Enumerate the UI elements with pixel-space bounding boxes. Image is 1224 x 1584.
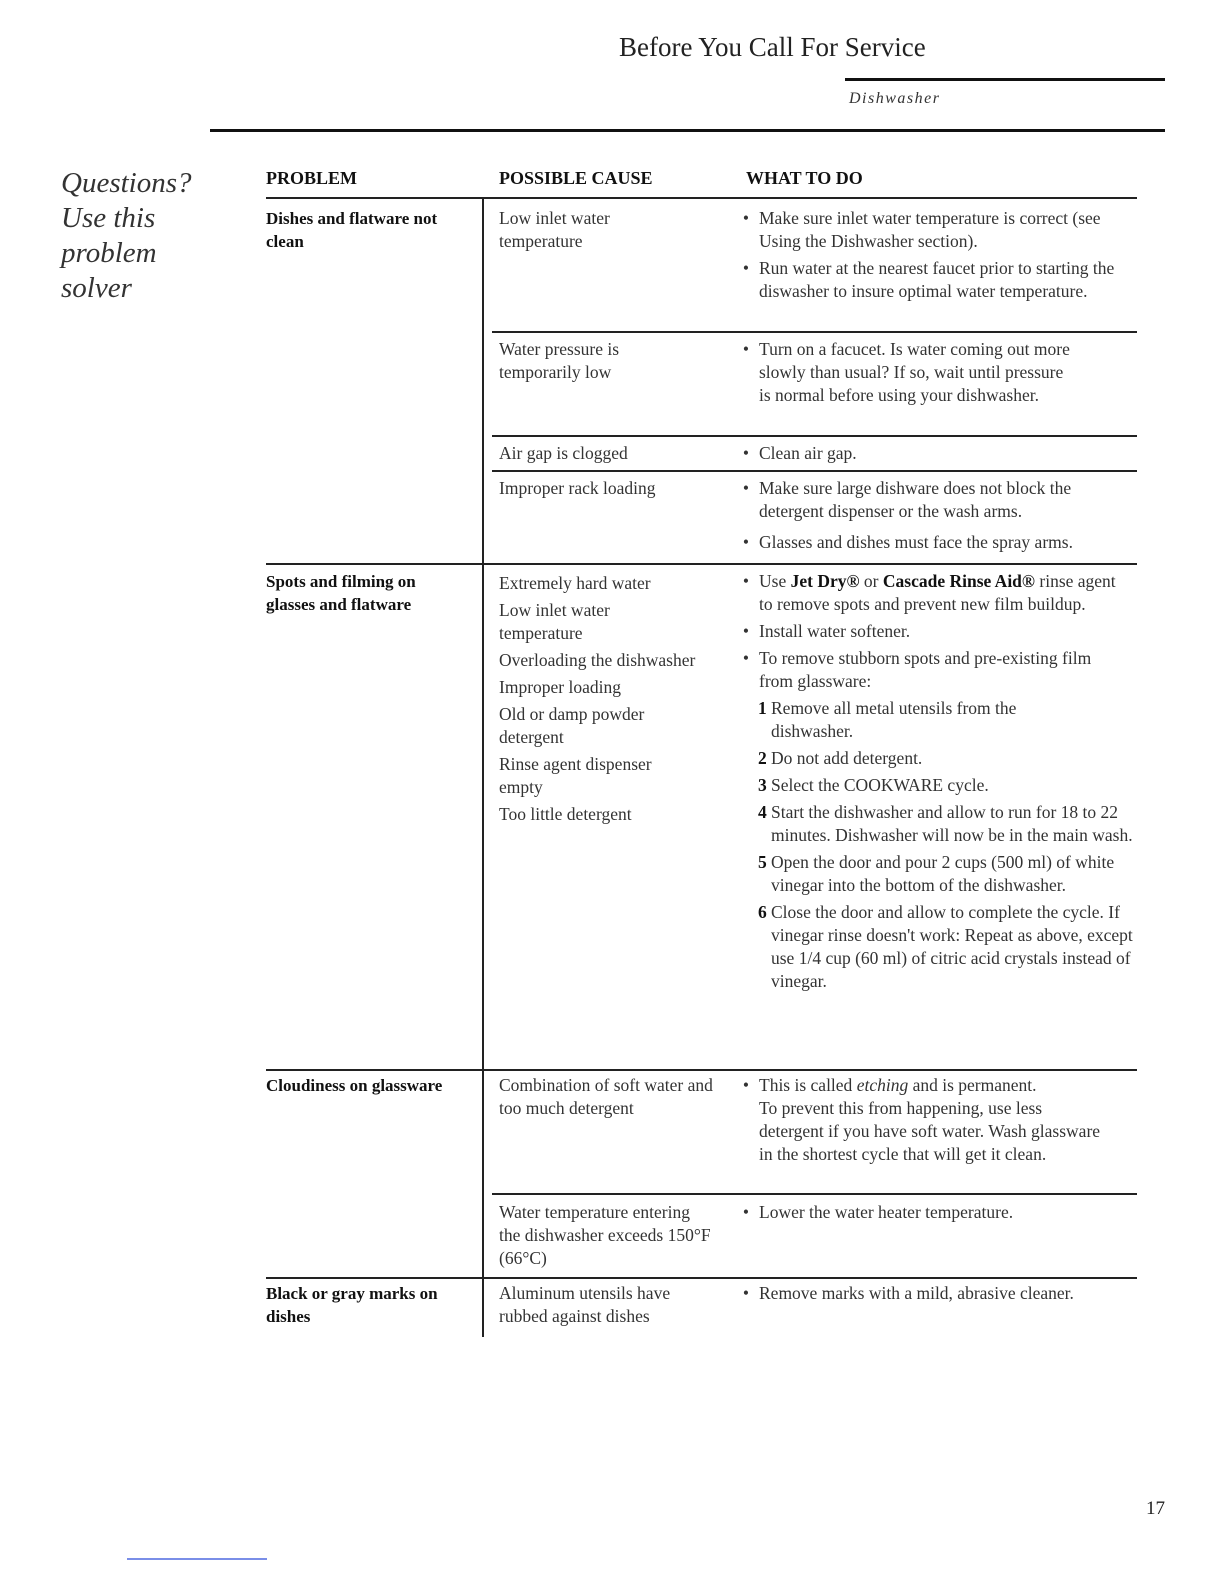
todo-item (740, 531, 1140, 554)
column-header-problem: PROBLEM (266, 168, 358, 188)
header-table-rule (266, 197, 1137, 199)
todo-text: Lower the water heater temperature. (759, 1202, 1014, 1222)
row-rule (492, 331, 1137, 333)
todo-group (740, 477, 1140, 558)
cause-high-temp: Water temperature entering the dishwasher exceeds 150°F (66°C) (499, 1202, 711, 1268)
step-number: 3 (758, 775, 767, 795)
step-number: 1 (758, 698, 767, 718)
todo-text-part: rinse agent to remove spots and prevent new film buildup. (759, 571, 1116, 614)
todo-group (740, 1201, 1140, 1228)
todo-item (740, 442, 1140, 465)
bullet-icon: • (742, 208, 750, 228)
todo-group (740, 570, 1133, 997)
column-divider (482, 199, 484, 1337)
todo-item (740, 257, 1140, 303)
cause-aluminum: Aluminum utensils have rubbed against dishes (499, 1283, 671, 1326)
bullet-icon: • (742, 621, 750, 641)
cause-item: Old or damp powder detergent (499, 704, 645, 747)
bullet-icon: • (742, 1202, 750, 1222)
title-rule (845, 78, 1165, 81)
todo-group (740, 442, 1140, 469)
cause-item: Rinse agent dispenser empty (499, 754, 652, 797)
sidebar-line: Questions? (61, 167, 192, 199)
step-number: 2 (758, 748, 767, 768)
todo-item (740, 570, 1125, 616)
todo-group (740, 338, 1070, 411)
sidebar-line: Use this (61, 202, 156, 234)
column-header-cause: POSSIBLE CAUSE (499, 168, 653, 188)
step-item (740, 851, 1141, 897)
cause-item: Overloading the dishwasher (499, 650, 696, 670)
bullet-icon: • (742, 339, 750, 359)
step-number: 5 (758, 852, 767, 872)
todo-text (759, 571, 1116, 614)
cause-list (499, 572, 737, 830)
step-text: Select the COOKWARE cycle. (771, 775, 989, 795)
step-number: 4 (758, 802, 767, 822)
problem-spots-filming: Spots and filming on glasses and flatware (266, 572, 416, 614)
bullet-icon: • (742, 443, 750, 463)
group-rule (266, 1069, 1137, 1071)
sidebar-line: solver (61, 272, 132, 304)
cause-item: Improper loading (499, 677, 621, 697)
todo-item (740, 1074, 1110, 1097)
todo-text: Glasses and dishes must face the spray arms. (759, 532, 1073, 552)
sidebar-line: problem (61, 237, 157, 269)
todo-text: Clean air gap. (759, 443, 857, 463)
emphasis-etching: etching (856, 1075, 909, 1095)
bullet-icon: • (742, 1283, 750, 1303)
cause-item: Extremely hard water (499, 573, 651, 593)
todo-paragraph: To prevent this from happening, use less detergent if you have soft water. Wash glassware in the shortest cycle that will get it clean. (759, 1098, 1101, 1164)
todo-text: Run water at the nearest faucet prior to starting the diswasher to insure optimal water temperature. (759, 258, 1115, 301)
step-item (740, 697, 1101, 743)
todo-text: Install water softener. (759, 621, 911, 641)
todo-item (740, 647, 1125, 693)
todo-text-part: or (859, 571, 883, 591)
cause-item: Low inlet water temperature (499, 600, 610, 643)
todo-text-part: Use (759, 571, 791, 591)
problem-black-marks: Black or gray marks on dishes (266, 1284, 438, 1326)
problem-dishes-not-clean: Dishes and flatware not clean (266, 209, 438, 251)
bullet-icon: • (742, 258, 750, 278)
bullet-icon: • (742, 648, 750, 668)
todo-group (740, 207, 1140, 307)
group-rule (266, 1277, 1137, 1279)
todo-item (740, 1282, 1080, 1305)
brand-cascade: Cascade Rinse Aid® (882, 571, 1035, 591)
todo-text: To remove stubborn spots and pre-existing film from glassware: (759, 648, 1092, 691)
step-item (740, 901, 1141, 993)
step-item (740, 774, 1125, 797)
bullet-icon: • (742, 571, 750, 591)
header-rule (210, 129, 1165, 132)
footer-link-underline[interactable] (127, 1558, 267, 1560)
bullet-icon: • (742, 478, 750, 498)
row-rule (492, 470, 1137, 472)
cause-air-gap: Air gap is clogged (499, 443, 628, 463)
group-rule (266, 563, 1137, 565)
page-number: 17 (1146, 1498, 1165, 1519)
todo-text: Remove marks with a mild, abrasive cleaner. (759, 1283, 1074, 1303)
todo-group (740, 1074, 1110, 1166)
step-item (740, 801, 1141, 847)
step-text: Open the door and pour 2 cups (500 ml) of white vinegar into the bottom of the dishwasher. (771, 852, 1115, 895)
step-number: 6 (758, 902, 767, 922)
bullet-icon: • (742, 1075, 750, 1095)
todo-text: Make sure large dishware does not block the detergent dispenser or the wash arms. (759, 478, 1072, 521)
todo-item (740, 207, 1140, 253)
row-rule (492, 435, 1137, 437)
cause-low-inlet-temp: Low inlet water temperature (499, 208, 610, 251)
todo-text-part: This is called (759, 1075, 857, 1095)
todo-text: Make sure inlet water temperature is correct (see Using the Dishwasher section). (759, 208, 1101, 251)
brand-jet-dry: Jet Dry® (790, 571, 860, 591)
todo-item (740, 1201, 1140, 1224)
todo-item (740, 477, 1140, 523)
todo-item (740, 620, 1125, 643)
cause-rack-loading: Improper rack loading (499, 478, 656, 498)
page-subtitle: Dishwasher (849, 90, 941, 107)
todo-group (740, 1282, 1080, 1309)
todo-item (740, 338, 1070, 407)
column-header-todo: WHAT TO DO (746, 168, 863, 188)
cause-low-pressure: Water pressure is temporarily low (499, 339, 620, 382)
todo-text (759, 1075, 1037, 1095)
step-text: Do not add detergent. (771, 748, 923, 768)
bullet-icon: • (742, 532, 750, 552)
step-text: Close the door and allow to complete the cycle. If vinegar rinse doesn't work: Repeat as above, except use 1/4 cup (60 ml) of citric acid crystals instead of vinegar. (771, 902, 1133, 991)
step-text: Start the dishwasher and allow to run for 18 to 22 minutes. Dishwasher will now be in the main wash. (771, 802, 1133, 845)
step-item (740, 747, 1125, 770)
sidebar-heading (61, 166, 211, 306)
cause-soft-water: Combination of soft water and too much detergent (499, 1075, 713, 1118)
todo-text: Turn on a facucet. Is water coming out more slowly than usual? If so, wait until pressure is normal before using your dishwasher. (759, 339, 1070, 405)
row-rule (492, 1193, 1137, 1195)
step-text: Remove all metal utensils from the dishwasher. (771, 698, 1017, 741)
page-title: Before You Call For Service (619, 32, 926, 62)
todo-text-part: and is permanent. (908, 1075, 1037, 1095)
problem-cloudiness: Cloudiness on glassware (266, 1076, 443, 1095)
cause-item: Too little detergent (499, 804, 632, 824)
